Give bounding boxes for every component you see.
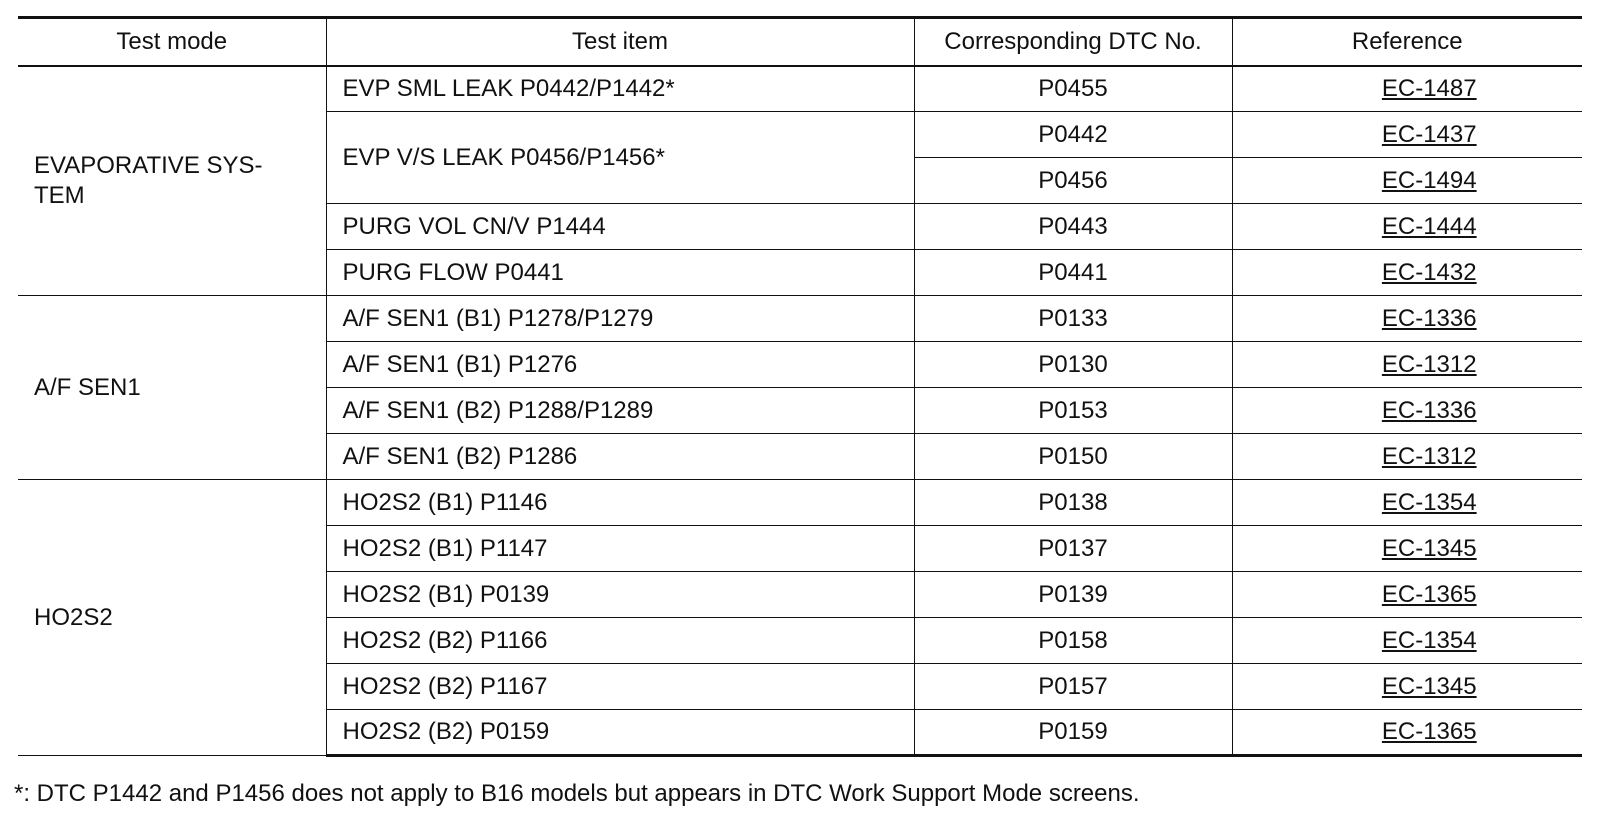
test-item-cell: EVP V/S LEAK P0456/P1456* — [326, 112, 914, 204]
header-test-item: Test item — [326, 18, 914, 66]
reference-link[interactable]: EC-1487 — [1381, 74, 1477, 102]
test-item-cell: HO2S2 (B2) P1166 — [326, 618, 914, 664]
reference-link[interactable]: EC-1365 — [1381, 718, 1477, 745]
table-row — [18, 66, 1582, 112]
dtc-number-cell: P0157 — [914, 664, 1232, 710]
test-mode-cell: A/F SEN1 — [18, 296, 326, 480]
header-dtc-no: Corresponding DTC No. — [914, 18, 1232, 66]
dtc-number-cell: P0443 — [914, 204, 1232, 250]
reference-link[interactable]: EC-1494 — [1381, 166, 1477, 194]
reference-cell — [1232, 158, 1582, 204]
dtc-number-cell: P0455 — [914, 66, 1232, 112]
reference-cell — [1232, 66, 1582, 112]
test-item-cell: HO2S2 (B1) P1147 — [326, 526, 914, 572]
test-item-cell: PURG VOL CN/V P1444 — [326, 204, 914, 250]
dtc-number-cell: P0139 — [914, 572, 1232, 618]
dtc-number-cell: P0150 — [914, 434, 1232, 480]
reference-cell — [1232, 250, 1582, 296]
reference-cell — [1232, 434, 1582, 480]
reference-link[interactable]: EC-1336 — [1381, 396, 1477, 424]
reference-cell — [1232, 388, 1582, 434]
reference-cell — [1232, 204, 1582, 250]
footnote: *: DTC P1442 and P1456 does not apply to B16 models but appears in DTC Work Support Mode screens. — [14, 780, 1140, 807]
dtc-work-support-table — [18, 16, 1582, 757]
dtc-number-cell: P0130 — [914, 342, 1232, 388]
dtc-number-cell: P0456 — [914, 158, 1232, 204]
test-item-cell: HO2S2 (B2) P1167 — [326, 664, 914, 710]
header-reference: Reference — [1232, 18, 1582, 66]
dtc-number-cell: P0153 — [914, 388, 1232, 434]
reference-link[interactable]: EC-1365 — [1381, 580, 1477, 608]
header-test-mode: Test mode — [18, 18, 326, 66]
dtc-number-cell: P0138 — [914, 480, 1232, 526]
dtc-number-cell: P0441 — [914, 250, 1232, 296]
reference-link[interactable]: EC-1444 — [1381, 212, 1477, 240]
test-mode-cell: HO2S2 — [18, 480, 326, 756]
test-item-cell: PURG FLOW P0441 — [326, 250, 914, 296]
reference-link[interactable]: EC-1432 — [1381, 258, 1477, 286]
reference-cell — [1232, 342, 1582, 388]
dtc-number-cell: P0158 — [914, 618, 1232, 664]
test-item-cell: A/F SEN1 (B1) P1278/P1279 — [326, 296, 914, 342]
test-item-cell: HO2S2 (B2) P0159 — [326, 710, 914, 756]
reference-link[interactable]: EC-1354 — [1381, 626, 1477, 654]
test-mode-cell: EVAPORATIVE SYS- TEM — [18, 66, 326, 296]
reference-cell — [1232, 480, 1582, 526]
reference-cell — [1232, 710, 1582, 756]
reference-link[interactable]: EC-1336 — [1381, 304, 1477, 332]
reference-cell — [1232, 112, 1582, 158]
table-row — [18, 296, 1582, 342]
dtc-number-cell: P0159 — [914, 710, 1232, 756]
test-item-cell: A/F SEN1 (B2) P1288/P1289 — [326, 388, 914, 434]
reference-link[interactable]: EC-1354 — [1381, 488, 1477, 516]
test-item-cell: A/F SEN1 (B2) P1286 — [326, 434, 914, 480]
reference-link[interactable]: EC-1312 — [1381, 442, 1477, 470]
reference-link[interactable]: EC-1345 — [1381, 672, 1477, 700]
reference-link[interactable]: EC-1437 — [1381, 120, 1477, 148]
reference-cell — [1232, 664, 1582, 710]
table-body — [18, 66, 1582, 756]
dtc-number-cell: P0442 — [914, 112, 1232, 158]
reference-cell — [1232, 296, 1582, 342]
reference-cell — [1232, 618, 1582, 664]
table-header-row — [18, 18, 1582, 66]
reference-link[interactable]: EC-1345 — [1381, 534, 1477, 562]
dtc-number-cell: P0137 — [914, 526, 1232, 572]
dtc-number-cell: P0133 — [914, 296, 1232, 342]
reference-cell — [1232, 572, 1582, 618]
test-item-cell: A/F SEN1 (B1) P1276 — [326, 342, 914, 388]
test-item-cell: EVP SML LEAK P0442/P1442* — [326, 66, 914, 112]
reference-link[interactable]: EC-1312 — [1381, 350, 1477, 378]
table-row — [18, 480, 1582, 526]
test-item-cell: HO2S2 (B1) P0139 — [326, 572, 914, 618]
reference-cell — [1232, 526, 1582, 572]
test-item-cell: HO2S2 (B1) P1146 — [326, 480, 914, 526]
